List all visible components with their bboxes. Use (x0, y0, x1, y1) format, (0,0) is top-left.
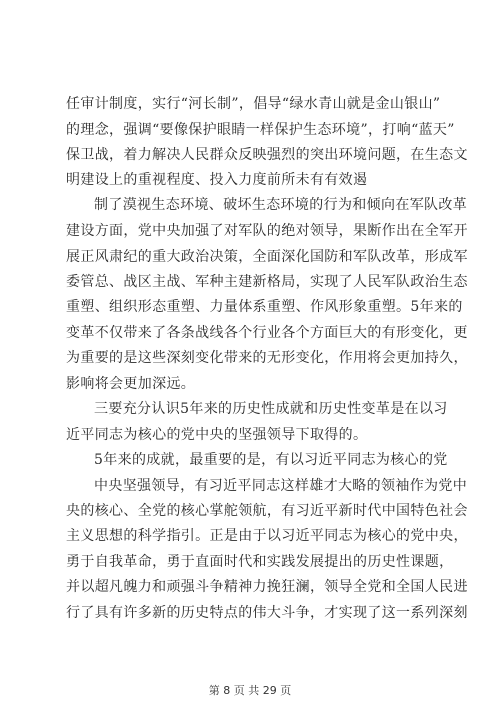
text-line: 央的核心、全党的核心掌舵领航，有习近平新时代中国特色社会 (66, 503, 468, 519)
text-line: 建设方面，党中央加强了对军队的绝对领导，果断作出在全军开 (66, 223, 468, 239)
text-line: 近平同志为核心的党中央的坚强领导下取得的。 (66, 427, 368, 443)
text-line: 行了具有许多新的历史特点的伟大斗争，才实现了这一系列深刻 (66, 605, 468, 621)
text-line: 5年来的成就，最重要的是，有以习近平同志为核心的党 (94, 452, 448, 468)
text-line: 变革不仅带来了各条战线各个行业各个方面巨大的有形变化，更 (66, 325, 468, 341)
text-line: 中央坚强领导，有习近平同志这样雄才大略的领袖作为党中 (94, 478, 468, 494)
text-line: 为重要的是这些深刻变化带来的无形变化，作用将会更加持久， (66, 350, 468, 366)
text-line: 保卫战，着力解决人民群众反映强烈的突出环境问题，在生态文 (66, 147, 468, 163)
text-line: 的理念，强调“要像保护眼睛一样保护生态环境”，打响“蓝天” (66, 122, 455, 138)
text-line: 委管总、战区主战、军种主建新格局，实现了人民军队政治生态 (66, 274, 468, 290)
text-line: 明建设上的重视程度、投入力度前所未有有效遏 (66, 172, 368, 188)
page-number-footer: 第 8 页 共 29 页 (208, 684, 292, 697)
text-line: 主义思想的科学指引。正是由于以习近平同志为核心的党中央， (66, 528, 468, 544)
text-line: 任审计制度，实行“河长制”，倡导“绿水青山就是金山银山” (66, 96, 441, 112)
text-line: 制了漠视生态环境、破坏生态环境的行为和倾向在军队改革 (94, 197, 468, 213)
text-line: 并以超凡魄力和顽强斗争精神力挽狂澜，领导全党和全国人民进 (66, 579, 468, 595)
text-line: 重塑、组织形态重塑、力量体系重塑、作风形象重塑。5年来的 (66, 299, 463, 315)
text-line: 勇于自我革命，勇于直面时代和实践发展提出的历史性课题， (66, 554, 454, 570)
text-line: 三要充分认识5年来的历史性成就和历史性变革是在以习 (94, 401, 448, 417)
text-line: 展正风肃纪的重大政治决策，全面深化国防和军队改革，形成军 (66, 249, 468, 265)
text-line: 影响将会更加深远。 (66, 376, 196, 392)
